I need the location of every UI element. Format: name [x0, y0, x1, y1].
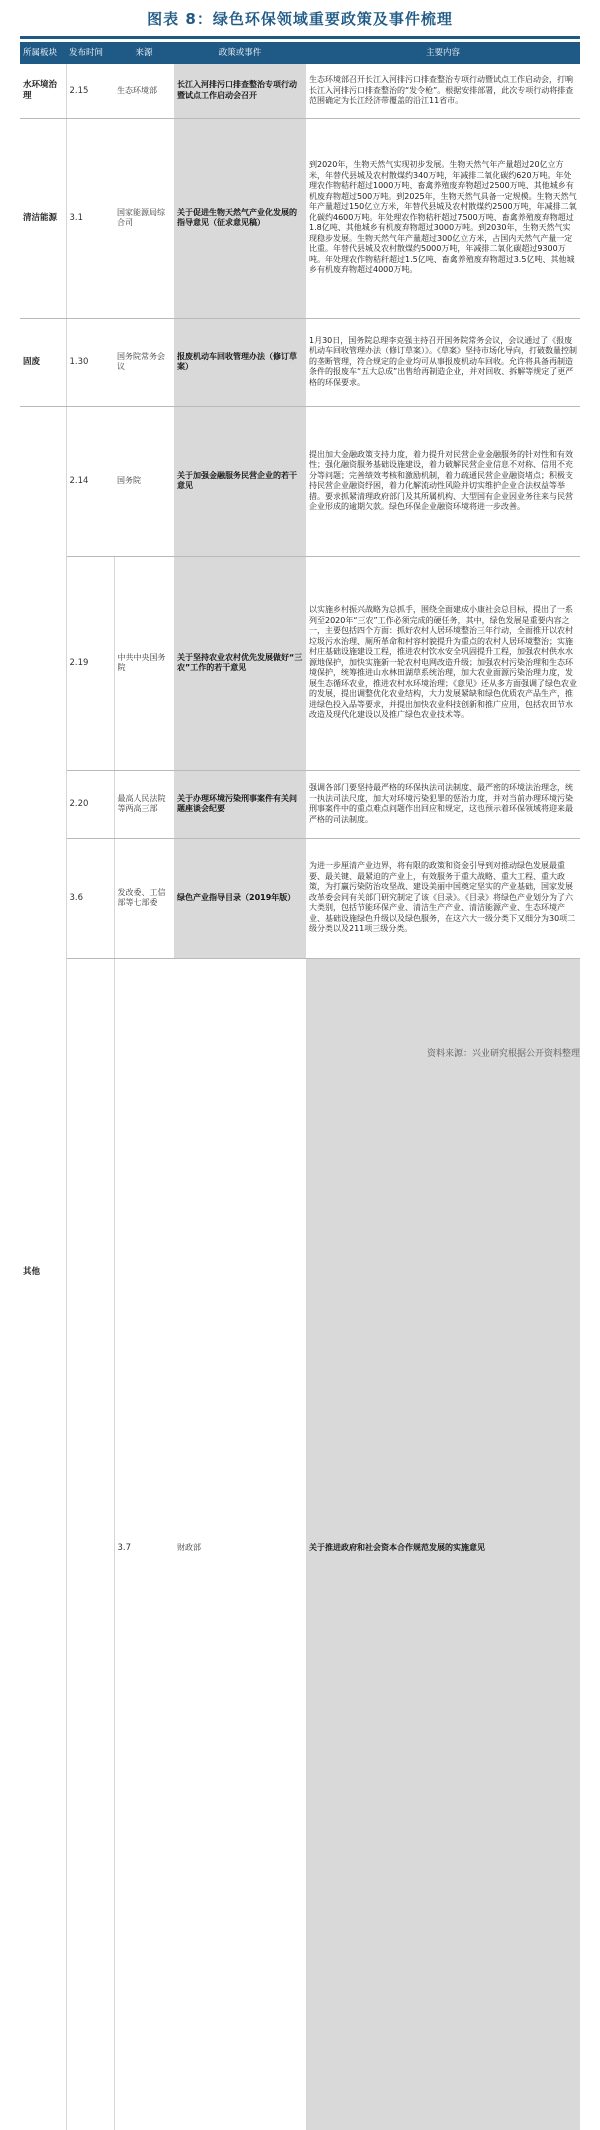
date-cell: 1.30: [66, 318, 114, 406]
header-date: 发布时间: [66, 42, 114, 64]
policy-cell: 关于加强金融服务民营企业的若干意见: [174, 406, 306, 556]
header-sector: 所属板块: [20, 42, 66, 64]
date-cell: 2.15: [66, 64, 114, 118]
table-row: [20, 118, 580, 318]
sector-cell-waste: 固废: [20, 318, 66, 406]
header-source: 来源: [114, 42, 174, 64]
source-cell: 国家能源局综合司: [114, 118, 174, 318]
content-cell: 强调各部门要坚持最严格的环保执法司法制度、最严密的环境法治理念，统一执法司法尺度，加大对环境污染犯罪的惩治力度，并对当前办理环境污染刑事案件中的重点难点问题作出回应和规定，这也预示着环保领域将迎来最严格的司法制度。: [306, 770, 580, 838]
table-row: [20, 770, 580, 838]
date-cell: 3.7: [114, 958, 174, 2130]
sector-cell-water: 水环境治理: [20, 64, 66, 118]
source-note: 资料来源：兴业研究根据公开资料整理: [426, 1049, 580, 1059]
content-cell: 1月30日，国务院总理李克强主持召开国务院常务会议，会议通过了《报废机动车回收管理办法（修订草案）》。《草案》坚持市场化导向，打破数量控制的垄断管理，符合规定的企业均可从事报废机动车回收。允许将具备再制造条件的报废车“五大总成”出售给再制造企业，并对回收、拆解等规定了更严格的环保要求。: [306, 318, 580, 406]
source-cell: 生态环境部: [114, 64, 174, 118]
policy-cell: 绿色产业指导目录（2019年版）: [174, 838, 306, 958]
date-cell: 2.14: [66, 406, 114, 556]
header-policy: 政策或事件: [174, 42, 306, 64]
title-rule: [20, 36, 580, 39]
table-row: [20, 838, 580, 958]
source-cell: 国务院常务会议: [114, 318, 174, 406]
content-cell: 生态环境部召开长江入河排污口排查整治专项行动暨试点工作启动会，打响长江入河排污口排查整治的“发令枪”。根据安排部署，此次专项行动将排查范围确定为长江经济带覆盖的沿江11省市。: [306, 64, 580, 118]
source-cell: 发改委、工信部等七部委: [114, 838, 174, 958]
date-cell: 2.19: [66, 556, 114, 770]
table-row: [20, 958, 580, 2130]
sector-cell-other-tail: [66, 958, 114, 2130]
chart-title: 图表 8：绿色环保领域重要政策及事件梳理: [147, 10, 453, 28]
source-cell: 财政部: [174, 958, 306, 2130]
table-row: [20, 406, 580, 556]
source-cell: 国务院: [114, 406, 174, 556]
content-cell: 为进一步厘清产业边界，将有限的政策和资金引导到对推动绿色发展最重要、最关键、最紧迫的产业上，有效服务于重大战略、重大工程、重大政策，为打赢污染防治攻坚战、建设美丽中国奠定坚实的产业基础，国家发展改革委会同有关部门研究制定了该《目录》。《目录》将绿色产业划分为了六大类别，包括节能环保产业、清洁生产产业、清洁能源产业、生态环境产业、基础设施绿色升级以及绿色服务，在这六大一级分类下又细分为30项二级分类以及211项三级分类。: [306, 838, 580, 958]
source-cell: 最高人民法院等两高三部: [114, 770, 174, 838]
policy-cell: 关于推进政府和社会资本合作规范发展的实施意见: [306, 958, 580, 2130]
policy-cell: 关于坚持农业农村优先发展做好“三农”工作的若干意见: [174, 556, 306, 770]
policy-cell: 关于办理环境污染刑事案件有关问题座谈会纪要: [174, 770, 306, 838]
source-cell: 中共中央国务院: [114, 556, 174, 770]
policy-table: [20, 42, 580, 2130]
date-cell: 3.6: [66, 838, 114, 958]
table-header-row: [20, 42, 580, 64]
policy-cell: 长江入河排污口排查整治专项行动暨试点工作启动会召开: [174, 64, 306, 118]
date-cell: 3.1: [66, 118, 114, 318]
policy-cell: 报废机动车回收管理办法（修订草案）: [174, 318, 306, 406]
table-row: [20, 556, 580, 770]
content-cell: 到2020年，生物天然气实现初步发展。生物天然气年产量超过20亿立方米，年替代县城及农村散煤约340万吨，年减排二氧化碳约620万吨。年处理农作物秸秆超过1000万吨、畜禽养殖废弃物超过2500万吨、其他城乡有机废弃物超过500万吨。到2025年，生物天然气具备一定规模。生物天然气年产量超过150亿立方米，年替代县城及农村散煤约2500万吨，年减排二氧化碳约4600万吨。年处理农作物秸秆超过7500万吨、畜禽养殖废弃物超过1.8亿吨、其他城乡有机废弃物超过3000万吨。到2030年，生物天然气实现稳步发展。生物天然气年产量超过300亿立方米，占国内天然气产量一定比重。年替代县城及农村散煤约5000万吨，年减排二氧化碳超过9300万吨。年处理农作物秸秆超过1.5亿吨、畜禽养殖废弃物超过3.5亿吨、其他城乡有机废弃物超过4000万吨。: [306, 118, 580, 318]
sector-cell-energy: 清洁能源: [20, 118, 66, 318]
header-content: 主要内容: [306, 42, 580, 64]
table-row: [20, 318, 580, 406]
table-row: [20, 64, 580, 118]
sector-cell-other: 其他: [20, 406, 66, 2130]
content-cell: 以实施乡村振兴战略为总抓手，围绕全面建成小康社会总目标，提出了一系列至2020年“三农”工作必须完成的硬任务，其中，绿色发展是重要内容之一，主要包括四个方面：抓好农村人居环境整治三年行动，全面推开以农村垃圾污水治理、厕所革命和村容村貌提升为重点的农村人居环境整治；实施村庄基础设施建设工程，推进农村饮水安全巩固提升工程，加强农村供水水源地保护，加快实施新一轮农村电网改造升级；加强农村污染治理和生态环境保护，统筹推进山水林田湖草系统治理，加大农业面源污染治理力度，发展生态循环农业，推进农村水环境治理；《意见》还从多方面强调了绿色农业的发展，提出调整优化农业结构，大力发展紧缺和绿色优质农产品生产，推进绿色投入品等要求，并提出加快农业科技创新和推广应用，包括农田节水改造及现代化建设以及推广绿色农业技术等。: [306, 556, 580, 770]
content-cell: 提出加大金融政策支持力度，着力提升对民营企业金融服务的针对性和有效性；强化融资服务基础设施建设，着力破解民营企业信息不对称、信用不充分等问题；完善绩效考核和激励机制，着力疏通民营企业融资堵点；积极支持民营企业融资纾困，着力化解流动性风险并切实维护企业合法权益等举措。要求抓紧清理政府部门及其所属机构、大型国有企业因业务往来与民营企业形成的逾期欠款。绿色环保企业融资环境将进一步改善。: [306, 406, 580, 556]
policy-cell: 关于促进生物天然气产业化发展的指导意见（征求意见稿）: [174, 118, 306, 318]
date-cell: 2.20: [66, 770, 114, 838]
